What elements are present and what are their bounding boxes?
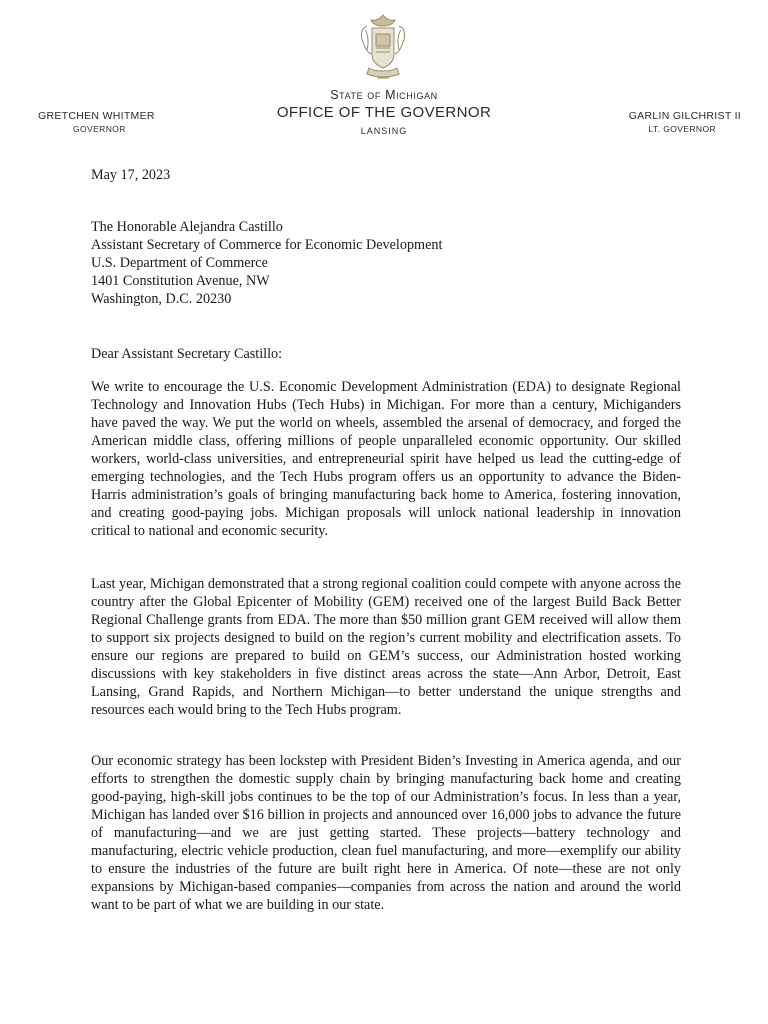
recipient-line: Assistant Secretary of Commerce for Economic Development bbox=[91, 237, 443, 253]
body-paragraph: Last year, Michigan demonstrated that a strong regional coalition could compete with anyone across the country after the Global Epicenter of Mobility (GEM) received one of the largest Build Back Better Regional Challenge grants from EDA. The more than $50 million grant GEM received will allow them to support six projects designed to build on the region’s current mobility and electrification assets. To ensure our regions are prepared to build on GEM’s success, our Administration hosted working discussions with key stakeholders in five distinct areas across the state—Ann Arbor, Detroit, East Lansing, Grand Rapids, and Northern Michigan—to better understand the unique strengths and resources each would bring to the Tech Hubs program. bbox=[91, 576, 681, 718]
letterhead-city: LANSING bbox=[360, 126, 408, 136]
letterhead-state: State of Michigan bbox=[330, 88, 438, 102]
recipient-address bbox=[91, 218, 681, 308]
recipient-line: U.S. Department of Commerce bbox=[91, 255, 268, 271]
letterhead-office: OFFICE OF THE GOVERNOR bbox=[276, 104, 492, 121]
recipient-line: Washington, D.C. 20230 bbox=[91, 291, 232, 307]
body-paragraph: We write to encourage the U.S. Economic Development Administration (EDA) to designate Regional Technology and Innovation Hubs (Tech Hubs) in Michigan. For more than a century, Michiganders have paved the way. We put the world on wheels, assembled the arsenal of democracy, and forged the American middle class, offering millions of people unparalleled economic opportunity. Our skilled workers, world-class universities, and entrepreneurial spirit have helped us lead the cutting-edge of emerging technologies, and the Tech Hubs program offers us an opportunity to advance the Biden-Harris administration’s goals of bringing manufacturing back home to America, fostering innovation, and creating good-paying jobs. Michigan proposals will unlock national leadership in innovation critical to national and economic security. bbox=[91, 379, 681, 539]
lt-governor-name: GARLIN GILCHRIST II bbox=[628, 110, 741, 122]
governor-title: GOVERNOR bbox=[73, 124, 126, 134]
recipient-line: The Honorable Alejandra Castillo bbox=[91, 219, 283, 235]
governor-name: GRETCHEN WHITMER bbox=[38, 110, 155, 122]
michigan-state-seal-icon bbox=[357, 12, 409, 82]
recipient-line: 1401 Constitution Avenue, NW bbox=[91, 273, 270, 289]
salutation: Dear Assistant Secretary Castillo: bbox=[91, 346, 283, 362]
lt-governor-title: LT. GOVERNOR bbox=[648, 124, 716, 134]
body-paragraph: Our economic strategy has been lockstep with President Biden’s Investing in America agenda, and our efforts to strengthen the domestic supply chain by bringing manufacturing back home and creating good-paying, high-skill jobs continues to be the top of our Administration’s focus. In less than a year, Michigan has landed over $16 billion in projects and announced over 16,000 jobs to advance the future of manufacturing—and we are just getting started. These projects—battery technology and manufacturing, electric vehicle production, clean fuel manufacturing, and more—exemplify our ability to ensure the industries of the future are built right here in America. Of note—these are not only expansions by Michigan-based companies—companies from across the nation and around the world want to be part of what we are building in our state. bbox=[91, 753, 681, 913]
letter-date: May 17, 2023 bbox=[91, 167, 171, 183]
